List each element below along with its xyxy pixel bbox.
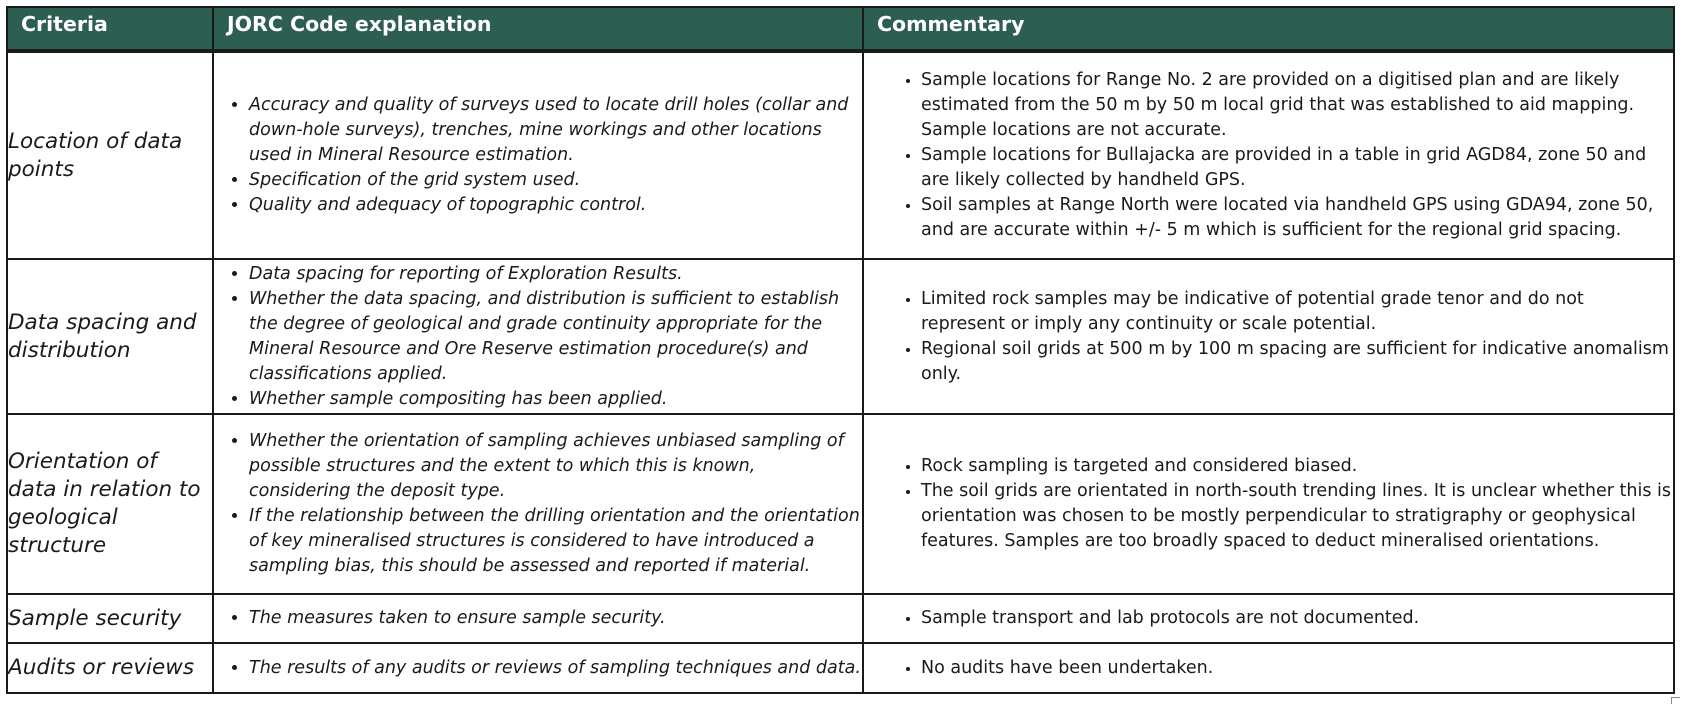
jorc-item: • The results of any audits or reviews of sampling techniques and data. [249,656,862,681]
table-row [7,643,1674,693]
jorc-item: • Data spacing for reporting of Exploration Results. [249,262,862,287]
jorc-list [214,606,862,631]
jorc-item: • The measures taken to ensure sample security. [249,606,862,631]
commentary-cell [863,594,1674,643]
jorc-list [214,262,862,412]
commentary-cell [863,643,1674,693]
criteria-cell: Orientation of data in relation to geological structure [7,414,213,594]
commentary-item: • The soil grids are orientated in north-south trending lines. It is unclear whether this is orientation was chosen to be mostly perpendicular to stratigraphy or geophysical features. Samples are too broadly spaced to deduct mineralised orientations. [921,479,1673,554]
commentary-list [864,606,1673,631]
jorc-item: • Accuracy and quality of surveys used to locate drill holes (collar and down-hole surveys), trenches, mine workings and other locations used in Mineral Resource estimation. [249,93,862,168]
jorc-cell [213,594,863,643]
table-body [7,51,1674,693]
jorc-item: • Quality and adequacy of topographic control. [249,193,862,218]
jorc-cell [213,259,863,414]
header-row [7,7,1674,51]
header-commentary: Commentary [863,7,1674,51]
jorc-table [6,6,1675,694]
jorc-item: • Whether the orientation of sampling achieves unbiased sampling of possible structures and the extent to which this is known, considering the deposit type. [249,429,862,504]
criteria-cell: Sample security [7,594,213,643]
table-row [7,259,1674,414]
commentary-list [864,287,1673,387]
criteria-cell: Location of data points [7,51,213,259]
commentary-item: • No audits have been undertaken. [921,656,1673,681]
criteria-cell: Data spacing and distribution [7,259,213,414]
table-row [7,594,1674,643]
commentary-cell [863,259,1674,414]
commentary-list [864,656,1673,681]
jorc-cell [213,51,863,259]
jorc-cell [213,643,863,693]
jorc-list [214,429,862,579]
jorc-item: • Specification of the grid system used. [249,168,862,193]
commentary-item: • Soil samples at Range North were located via handheld GPS using GDA94, zone 50, and are accurate within +/- 5 m which is sufficient for the regional grid spacing. [921,193,1673,243]
header-criteria: Criteria [7,7,213,51]
page-corner-mark [1671,697,1680,704]
jorc-item: • Whether the data spacing, and distribution is sufficient to establish the degree of geological and grade continuity appropriate for the Mineral Resource and Ore Reserve estimation procedure(s) and classifications applied. [249,287,862,387]
commentary-cell [863,414,1674,594]
table-row [7,51,1674,259]
jorc-cell [213,414,863,594]
commentary-item: • Sample locations for Bullajacka are provided in a table in grid AGD84, zone 50 and are likely collected by handheld GPS. [921,143,1673,193]
table-row [7,414,1674,594]
jorc-item: • Whether sample compositing has been applied. [249,387,862,412]
commentary-list [864,454,1673,554]
table-header [7,7,1674,51]
commentary-list [864,68,1673,243]
criteria-cell: Audits or reviews [7,643,213,693]
commentary-item: • Limited rock samples may be indicative of potential grade tenor and do not represent or imply any continuity or scale potential. [921,287,1673,337]
jorc-list [214,656,862,681]
commentary-item: • Sample transport and lab protocols are not documented. [921,606,1673,631]
jorc-list [214,93,862,218]
commentary-item: • Regional soil grids at 500 m by 100 m spacing are sufficient for indicative anomalism only. [921,337,1673,387]
commentary-item: • Sample locations for Range No. 2 are provided on a digitised plan and are likely estimated from the 50 m by 50 m local grid that was established to aid mapping. Sample locations are not accurate. [921,68,1673,143]
commentary-cell [863,51,1674,259]
jorc-item: • If the relationship between the drilling orientation and the orientation of key mineralised structures is considered to have introduced a sampling bias, this should be assessed and reported if material. [249,504,862,579]
commentary-item: • Rock sampling is targeted and considered biased. [921,454,1673,479]
header-jorc-explanation: JORC Code explanation [213,7,863,51]
